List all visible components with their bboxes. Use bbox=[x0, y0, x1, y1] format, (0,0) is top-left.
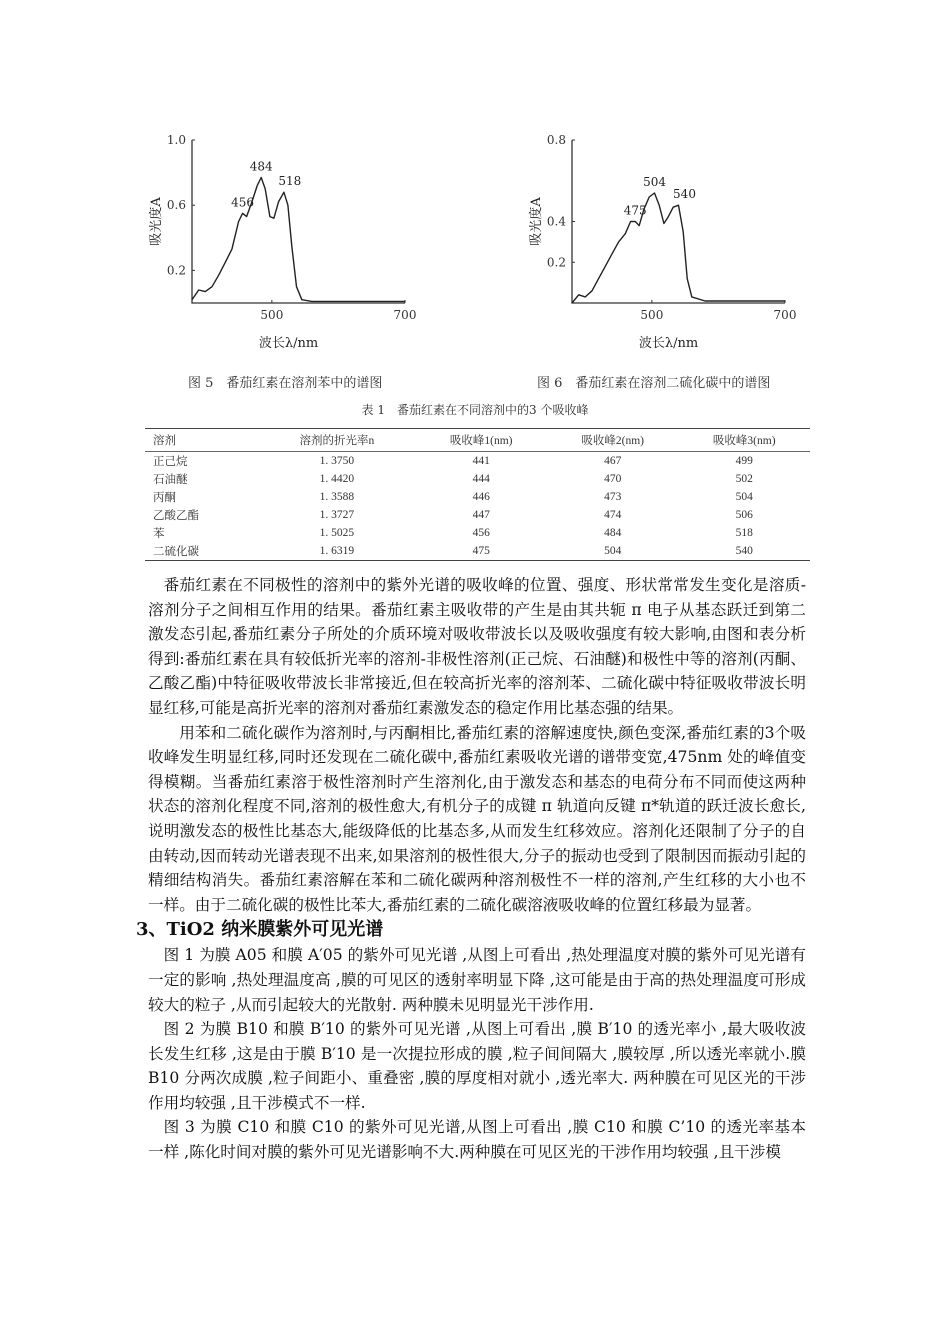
table-cell: 475 bbox=[415, 542, 547, 561]
x-tick-label: 500 bbox=[640, 308, 664, 322]
table-cell: 1. 4420 bbox=[319, 473, 355, 485]
y-tick-label: 0.2 bbox=[166, 263, 186, 278]
paragraph: 图 3 为膜 C10 和膜 C10 的紫外可见光谱,从图上可看出 ,膜 C10 和膜 C’10 的透光率基本一样 ,陈化时间对膜的紫外可见光谱影响不大.两种膜在可见区光的干涉作用均较强 ,且干涉模 bbox=[148, 1118, 806, 1162]
peak-label: 518 bbox=[278, 174, 302, 189]
table-cell: 446 bbox=[472, 491, 490, 503]
table-cell: 1. 6319 bbox=[258, 542, 415, 561]
paragraph: 图 1 为膜 A05 和膜 A′05 的紫外可见光谱 ,从图上可看出 ,热处理温度对膜的紫外可见光谱有一定的影响 ,热处理温度高 ,膜的可见区的透射率明显下降 ,这可能是由于高的热处理温度可形成较大的粒子 ,从而引起较大的光散射. 两种膜未见明显光干涉作用. bbox=[148, 946, 806, 1014]
column-header: 吸收峰2(nm) bbox=[547, 429, 679, 452]
column-header: 吸收峰3(nm) bbox=[678, 429, 810, 452]
table-cell: 苯 bbox=[153, 528, 165, 540]
x-tick-label: 500 bbox=[260, 308, 284, 322]
table-cell: 1. 5025 bbox=[319, 527, 355, 539]
table-cell: 1. 3588 bbox=[319, 491, 355, 503]
table-row bbox=[145, 524, 810, 542]
peak-label: 484 bbox=[249, 159, 273, 174]
table-cell: 二硫化碳 bbox=[145, 542, 258, 561]
y-tick-label: 0.4 bbox=[546, 214, 566, 229]
axes bbox=[572, 140, 785, 303]
table-cell: 467 bbox=[604, 455, 622, 467]
peak-label: 540 bbox=[673, 187, 696, 202]
y-axis-label: 吸光度A bbox=[529, 197, 544, 246]
table-cell: 乙酸乙酯 bbox=[153, 510, 199, 522]
table-row bbox=[145, 452, 810, 471]
x-tick-label: 700 bbox=[393, 308, 417, 322]
column-header: 溶剂 bbox=[145, 429, 258, 452]
peak-label: 475 bbox=[623, 203, 647, 218]
section-heading: 3、TiO2 纳米膜紫外可见光谱 bbox=[136, 919, 384, 941]
table-cell: 丙酮 bbox=[153, 492, 176, 504]
paragraph: 图 2 为膜 B10 和膜 B′10 的紫外可见光谱 ,从图上可看出 ,膜 B′10 的透光率小 ,最大吸收波长发生红移 ,这是由于膜 B′10 是一次提拉形成的膜 ,粒子间间隔大 ,膜较厚 ,所以透光率就小.膜 B10 分两次成膜 ,粒子间距小、重叠密 ,膜的厚度相对就小 ,透光率大. 两种膜在可见区光的干涉作用均较强 ,且干涉模式不一样. bbox=[148, 1020, 806, 1112]
figure-5-caption: 图 5 番茄红素在溶剂苯中的谱图 bbox=[188, 376, 383, 391]
y-axis-label: 吸光度A bbox=[149, 197, 164, 246]
spectrum-line bbox=[192, 178, 405, 302]
column-header: 溶剂的折光率n bbox=[258, 429, 415, 452]
table-cell: 447 bbox=[472, 509, 490, 521]
table-cell: 504 bbox=[547, 542, 679, 561]
table-cell: 456 bbox=[472, 527, 490, 539]
x-axis-label: 波长λ/nm bbox=[638, 336, 699, 351]
paragraph: 用苯和二硫化碳作为溶剂时,与丙酮相比,番茄红素的溶解速度快,颜色变深,番茄红素的3个吸收峰发生明显红移,同时还发现在二硫化碳中,番茄红素吸收光谱的谱带变宽,475nm 处的峰值变得模糊。当番茄红素溶于极性溶剂时产生溶剂化,由于激发态和基态的电荷分布不同而使这两种状态的溶剂化程度不同,溶剂的极性愈大,有机分子的成键 π 轨道向反键 π*轨道的跃迁波长愈长,说明激发态的极性比基态大,能级降低的比基态多,从而发生红移效应。溶剂化还限制了分子的自由转动,因而转动光谱表现不出来,如果溶剂的极性很大,分子的振动也受到了限制因而振动引起的精细结构消失。番茄红素溶解在苯和二硫化碳两种溶剂极性不一样的溶剂,产生红移的大小也不一样。由于二硫化碳的极性比苯大,番茄红素的二硫化碳溶液吸收峰的位置红移最为显著。 bbox=[148, 723, 806, 914]
table-cell: 1. 3750 bbox=[319, 455, 355, 467]
x-axis-label: 波长λ/nm bbox=[258, 336, 319, 351]
table-cell: 499 bbox=[735, 455, 753, 467]
paragraph: 番茄红素在不同极性的溶剂中的紫外光谱的吸收峰的位置、强度、形状常常发生变化是溶质-溶剂分子之间相互作用的结果。番茄红素主吸收带的产生是由其共轭 π 电子从基态跃迁到第二激发态引起,番茄红素分子所处的介质环境对吸收带波长以及吸收强度有较大影响,由图和表分析得到:番茄红素在具有较低折光率的溶剂-非极性溶剂(正己烷、石油醚)和极性中等的溶剂(丙酮、乙酸乙酯)中特征吸收带波长非常接近,但在较高折光率的溶剂苯、二硫化碳中特征吸收带波长明显红移,可能是高折光率的溶剂对番茄红素激发态的稳定作用比基态强的结果。 bbox=[148, 576, 806, 717]
table-cell: 473 bbox=[604, 491, 622, 503]
table-cell: 506 bbox=[735, 509, 753, 521]
table-row bbox=[145, 542, 810, 561]
axes bbox=[192, 140, 405, 303]
table-row bbox=[145, 470, 810, 488]
column-header: 吸收峰1(nm) bbox=[415, 429, 547, 452]
figure-6-caption: 图 6 番茄红素在溶剂二硫化碳中的谱图 bbox=[537, 376, 771, 391]
table-cell: 444 bbox=[472, 473, 490, 485]
y-tick-label: 0.6 bbox=[166, 198, 186, 213]
y-tick-label: 0.8 bbox=[546, 133, 566, 147]
y-tick-label: 1.0 bbox=[166, 133, 186, 147]
absorption-peaks-table bbox=[145, 428, 810, 561]
body-text bbox=[136, 573, 806, 1165]
spectrum-line bbox=[572, 193, 785, 303]
x-tick-label: 700 bbox=[773, 308, 797, 322]
table-cell: 441 bbox=[472, 455, 490, 467]
table-cell: 504 bbox=[735, 491, 753, 503]
table-cell: 518 bbox=[735, 527, 753, 539]
peak-label: 456 bbox=[231, 195, 255, 210]
peak-label: 504 bbox=[643, 174, 666, 189]
figure-5-chart bbox=[140, 125, 440, 365]
table-cell: 502 bbox=[735, 473, 753, 485]
table-cell: 1. 3727 bbox=[319, 509, 355, 521]
table-cell: 470 bbox=[604, 473, 622, 485]
table-title: 表 1 番茄红素在不同溶剂中的3 个吸收峰 bbox=[361, 403, 589, 417]
table-row bbox=[145, 488, 810, 506]
y-tick-label: 0.2 bbox=[546, 255, 566, 270]
table-cell: 474 bbox=[604, 509, 622, 521]
figure-6-chart bbox=[520, 125, 820, 365]
table-row bbox=[145, 506, 810, 524]
table-cell: 540 bbox=[678, 542, 810, 561]
table-cell: 484 bbox=[604, 527, 622, 539]
table-cell: 石油醚 bbox=[153, 474, 188, 486]
table-cell: 正己烷 bbox=[153, 456, 188, 468]
